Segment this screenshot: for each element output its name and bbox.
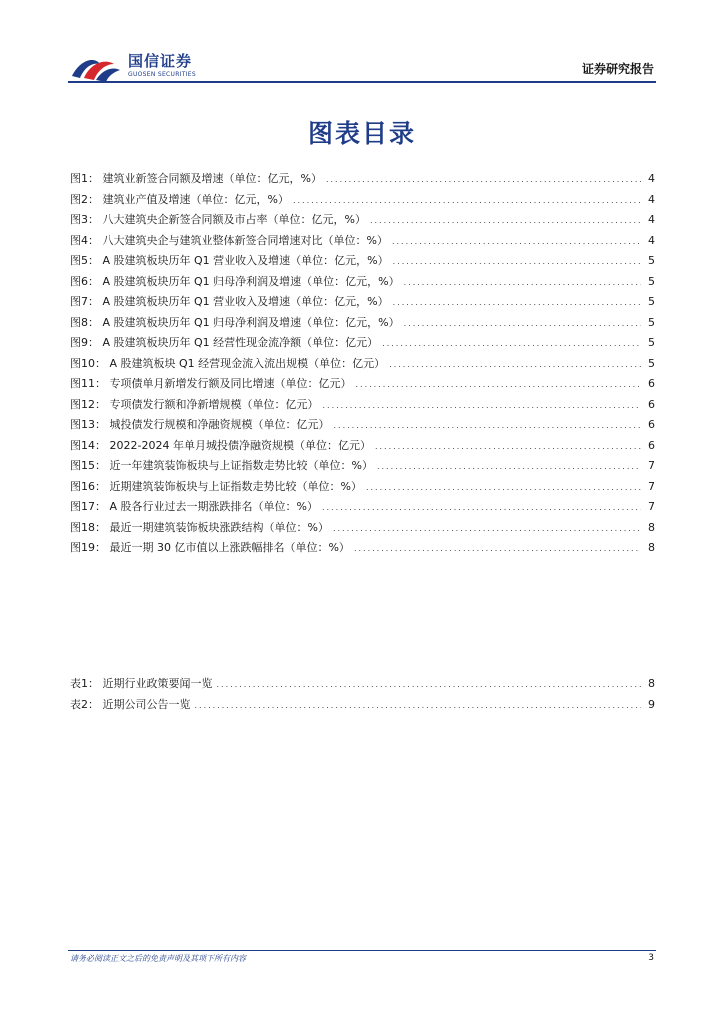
page-header	[70, 48, 654, 84]
figure-toc-entry-page: 6	[648, 377, 655, 390]
figure-toc-entry-page: 5	[648, 254, 655, 267]
dot-leader	[323, 401, 642, 410]
figure-toc-entry[interactable]	[70, 437, 655, 458]
figure-toc-entry[interactable]	[70, 539, 655, 560]
figure-toc-entry-label: 图10： A 股建筑板块 Q1 经营现金流入流出规模（单位：亿元）	[70, 356, 386, 370]
figure-toc-entry-page: 5	[648, 356, 655, 370]
figure-toc-entry-label: 图9： A 股建筑板块历年 Q1 经营性现金流净额（单位：亿元）	[70, 336, 379, 349]
figure-toc-entry-page: 6	[648, 438, 655, 452]
figure-toc-entry-label: 图18： 最近一期建筑装饰板块涨跌结构（单位：%）	[70, 520, 329, 534]
table-toc-entry[interactable]	[70, 675, 655, 696]
dot-leader	[404, 319, 641, 328]
header-divider	[68, 81, 656, 83]
figure-toc-entry-label: 图7： A 股建筑板块历年 Q1 营业收入及增速（单位：亿元，%）	[70, 295, 389, 308]
figure-toc-entry[interactable]	[70, 457, 655, 478]
figure-toc-entry-page: 5	[648, 336, 655, 349]
guosen-logo	[70, 50, 196, 82]
figure-toc-entry-label: 图11： 专项债单月新增发行额及同比增速（单位：亿元）	[70, 377, 352, 390]
brand-name-cn: 国信证券	[128, 52, 193, 70]
footer-divider	[68, 950, 656, 951]
dot-leader	[377, 462, 641, 471]
figure-toc-entry[interactable]	[70, 293, 655, 314]
dot-leader	[382, 339, 641, 348]
table-toc-entry-page: 8	[648, 677, 655, 690]
dot-leader	[333, 524, 641, 533]
dot-leader	[354, 544, 641, 553]
figure-toc-entry-label: 图17： A 股各行业过去一期涨跌排名（单位：%）	[70, 500, 318, 513]
figure-toc-entry-label: 图3： 八大建筑央企新签合同额及市占率（单位：亿元，%）	[70, 213, 366, 226]
figure-toc-entry-page: 5	[648, 315, 655, 329]
dot-leader	[366, 483, 641, 492]
figure-toc-entry-page: 6	[648, 418, 655, 431]
table-toc-list	[70, 675, 655, 716]
figure-toc-entry[interactable]	[70, 519, 655, 540]
figure-toc-entry-label: 图4： 八大建筑央企与建筑业整体新签合同增速对比（单位：%）	[70, 233, 388, 247]
dot-leader	[393, 298, 641, 307]
dot-leader	[392, 237, 641, 246]
figure-toc-entry-page: 6	[648, 397, 655, 411]
figure-toc-entry-page: 8	[648, 541, 655, 554]
dot-leader	[326, 175, 641, 184]
brand-name-en: GUOSEN SECURITIES	[128, 71, 197, 78]
figure-toc-entry-page: 5	[648, 295, 655, 308]
figure-toc-entry-page: 7	[648, 459, 655, 472]
disclaimer-text: 请务必阅读正文之后的免责声明及其项下所有内容	[70, 954, 246, 963]
figure-toc-entry[interactable]	[70, 211, 655, 232]
figure-toc-entry-label: 图19： 最近一期 30 亿市值以上涨跌幅排名（单位：%）	[70, 541, 350, 554]
figure-toc-entry-label: 图5： A 股建筑板块历年 Q1 营业收入及增速（单位：亿元，%）	[70, 254, 389, 267]
figure-toc-entry-label: 图15： 近一年建筑装饰板块与上证指数走势比较（单位：%）	[70, 459, 373, 472]
figure-toc-entry[interactable]	[70, 416, 655, 437]
dot-leader	[356, 380, 642, 389]
figure-toc-entry-label: 图13： 城投债发行规模和净融资规模（单位：亿元）	[70, 418, 330, 431]
table-toc-entry-page: 9	[648, 697, 655, 711]
guosen-logo-icon	[70, 50, 122, 82]
figure-toc-entry-page: 4	[648, 213, 655, 226]
figure-toc-entry-label: 图12： 专项债发行额和净新增规模（单位：亿元）	[70, 397, 319, 411]
table-toc-entry[interactable]	[70, 696, 655, 717]
dot-leader	[322, 503, 641, 512]
dot-leader	[195, 701, 642, 710]
dot-leader	[375, 442, 641, 451]
figure-toc-entry-page: 7	[648, 500, 655, 513]
dot-leader	[393, 257, 641, 266]
figure-toc-entry[interactable]	[70, 355, 655, 376]
page-number: 3	[648, 953, 654, 963]
figure-toc-entry-page: 4	[648, 233, 655, 247]
figure-toc-entry-label: 图8： A 股建筑板块历年 Q1 归母净利润及增速（单位：亿元，%）	[70, 315, 400, 329]
figure-toc-entry-page: 7	[648, 479, 655, 493]
figure-toc-entry-page: 4	[648, 192, 655, 206]
report-type-label: 证券研究报告	[581, 62, 654, 76]
dot-leader	[389, 360, 641, 369]
toc-title: 图表目录	[307, 119, 416, 148]
figure-toc-entry-label: 图1： 建筑业新签合同额及增速（单位：亿元，%）	[70, 172, 322, 185]
figure-toc-entry[interactable]	[70, 232, 655, 253]
figure-toc-entry[interactable]	[70, 191, 655, 212]
figure-toc-entry[interactable]	[70, 314, 655, 335]
figure-toc-entry-label: 图2： 建筑业产值及增速（单位：亿元，%）	[70, 192, 289, 206]
dot-leader	[370, 216, 641, 225]
figure-toc-entry[interactable]	[70, 375, 655, 396]
figure-toc-list	[70, 170, 655, 560]
figure-toc-entry-page: 8	[648, 520, 655, 534]
dot-leader	[404, 278, 641, 287]
figure-toc-entry-page: 5	[648, 274, 655, 288]
figure-toc-entry[interactable]	[70, 170, 655, 191]
figure-toc-entry-label: 图6： A 股建筑板块历年 Q1 归母净利润及增速（单位：亿元，%）	[70, 274, 400, 288]
figure-toc-entry-label: 图14： 2022-2024 年单月城投债净融资规模（单位：亿元）	[70, 438, 371, 452]
figure-toc-entry[interactable]	[70, 273, 655, 294]
table-toc-entry-label: 表1： 近期行业政策要闻一览	[70, 677, 213, 690]
figure-toc-entry[interactable]	[70, 334, 655, 355]
figure-toc-entry[interactable]	[70, 498, 655, 519]
dot-leader	[293, 196, 641, 205]
figure-toc-entry[interactable]	[70, 396, 655, 417]
dot-leader	[217, 680, 642, 689]
figure-toc-entry-label: 图16： 近期建筑装饰板块与上证指数走势比较（单位：%）	[70, 479, 362, 493]
figure-toc-entry[interactable]	[70, 252, 655, 273]
figure-toc-entry-page: 4	[648, 172, 655, 185]
table-toc-entry-label: 表2： 近期公司公告一览	[70, 697, 191, 711]
dot-leader	[334, 421, 642, 430]
logo-text	[128, 53, 196, 79]
figure-toc-entry[interactable]	[70, 478, 655, 499]
